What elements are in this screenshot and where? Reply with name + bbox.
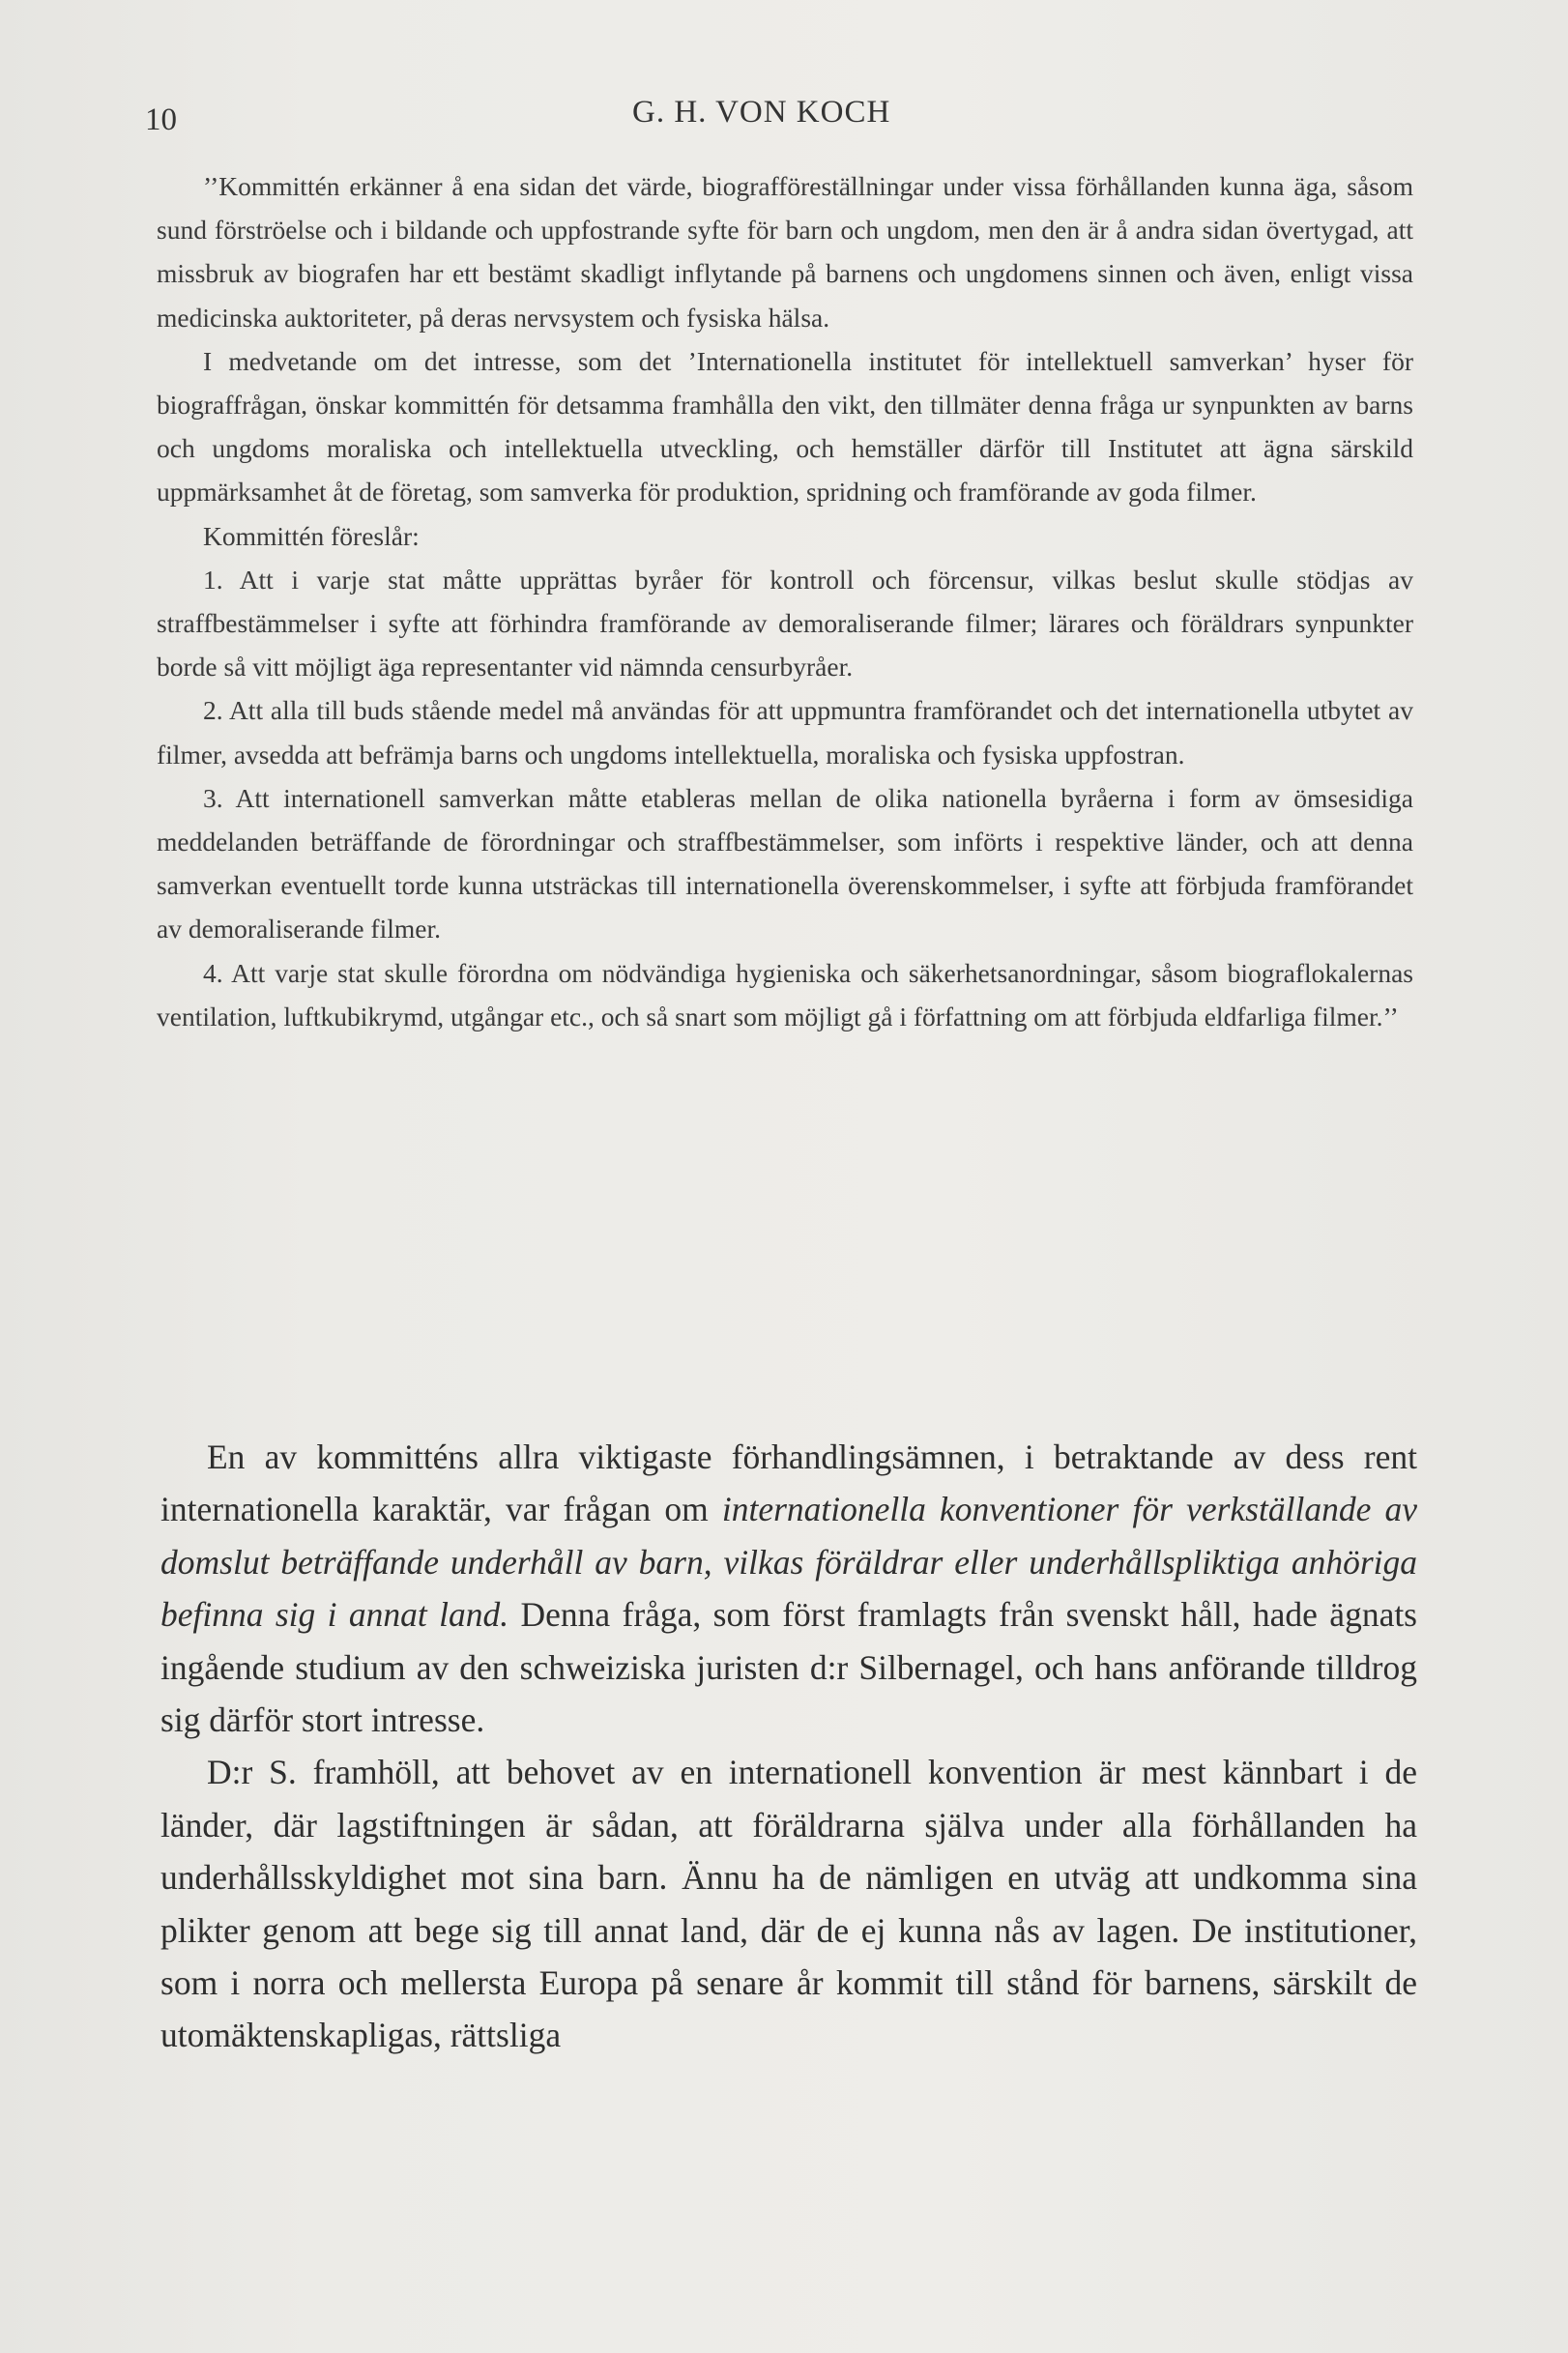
quoted-resolution: [157, 164, 1413, 1038]
running-head: G. H. VON KOCH: [632, 95, 891, 130]
body-text: [160, 1431, 1417, 2062]
quote-paragraph: ’’Kommittén erkänner å ena sidan det värde, biografföreställningar under vissa förhållanden kunna äga, såsom sund förströelse och i bildande och uppfostrande syfte för barn och ungdom, men den är å andra sidan övertygad, att missbruk av biografen har ett bestämt skadligt inflytande på barnens och ungdomens sinnen och även, enligt vissa medicinska auktoriteter, på deras nervsystem och fysiska hälsa.: [157, 171, 1413, 333]
page-number: 10: [145, 102, 177, 137]
quote-paragraph: Kommittén föreslår:: [203, 520, 420, 551]
quote-list-item: 1. Att i varje stat måtte upprättas byråer för kontroll och förcensur, vilkas beslut skulle stödjas av straffbestämmelser i syfte att förhindra framförande av demoraliserande filmer; lärares och föräldrars synpunkter borde så vitt möjligt äga representanter vid nämnda censurbyråer.: [157, 564, 1413, 683]
body-text-run: En av kommitténs allra viktigaste förhandlingsämnen, i betraktande av dess rent internationella karaktär, var frågan om: [160, 1438, 1417, 1529]
quote-list-item: 4. Att varje stat skulle förordna om nödvändiga hygieniska och säkerhetsanordningar, såsom biograflokalernas ventilation, luftkubikrymd, utgångar etc., och så snart som möjligt gå i författning om att förbjuda eldfarliga filmer.’’: [157, 957, 1413, 1031]
page-header: [145, 95, 1421, 143]
body-paragraph: D:r S. framhöll, att behovet av en internationell konvention är mest kännbart i de länder, där lagstiftningen är sådan, att föräldrarna själva under alla förhållanden ha underhållsskyldighet mot sina barn. Ännu ha de nämligen en utväg att undkomma sina plikter genom att bege sig till annat land, där de ej kunna nås av lagen. De institutioner, som i norra och mellersta Europa på senare år kommit till stånd för barnens, särskilt de utomäktenskapligas, rättsliga: [160, 1753, 1417, 2055]
body-text-run: Denna fråga, som först framlagts från svenskt håll, hade ägnats ingående studium av den schweiziska juristen d:r Silbernagel, och hans anförande tilldrog sig därför stort intresse.: [160, 1595, 1417, 1740]
italic-phrase: internationella konventioner för verkställande av domslut beträffande underhåll av barn, vilkas föräldrar eller underhållspliktiga anhöriga befinna sig i annat land.: [160, 1490, 1417, 1635]
quote-list-item: 2. Att alla till buds stående medel må användas för att uppmuntra framförandet och det internationella utbytet av filmer, avsedda att befrämja barns och ungdoms intellektuella, moraliska och fysiska uppfostran.: [157, 695, 1413, 770]
quote-list-item: 3. Att internationell samverkan måtte etableras mellan de olika nationella byråerna i form av ömsesidiga meddelanden beträffande de förordningar och straffbestämmelser, som införts i respektive länder, och att denna samverkan eventuellt torde kunna utsträckas till internationella överenskommelser, i syfte att förbjuda framförandet av demoraliserande filmer.: [157, 782, 1413, 944]
body-paragraph: [160, 1431, 1417, 1746]
quote-paragraph: I medvetande om det intresse, som det ’Internationella institutet för intellektuell samverkan’ hyser för biograffrågan, önskar kommittén för detsamma framhålla den vikt, den tillmäter denna fråga ur synpunkten av barns och ungdoms moraliska och intellektuella utveckling, och hemställer därför till Institutet att ägna särskild uppmärksamhet åt de företag, som samverka för produktion, spridning och framförande av goda filmer.: [157, 345, 1413, 508]
